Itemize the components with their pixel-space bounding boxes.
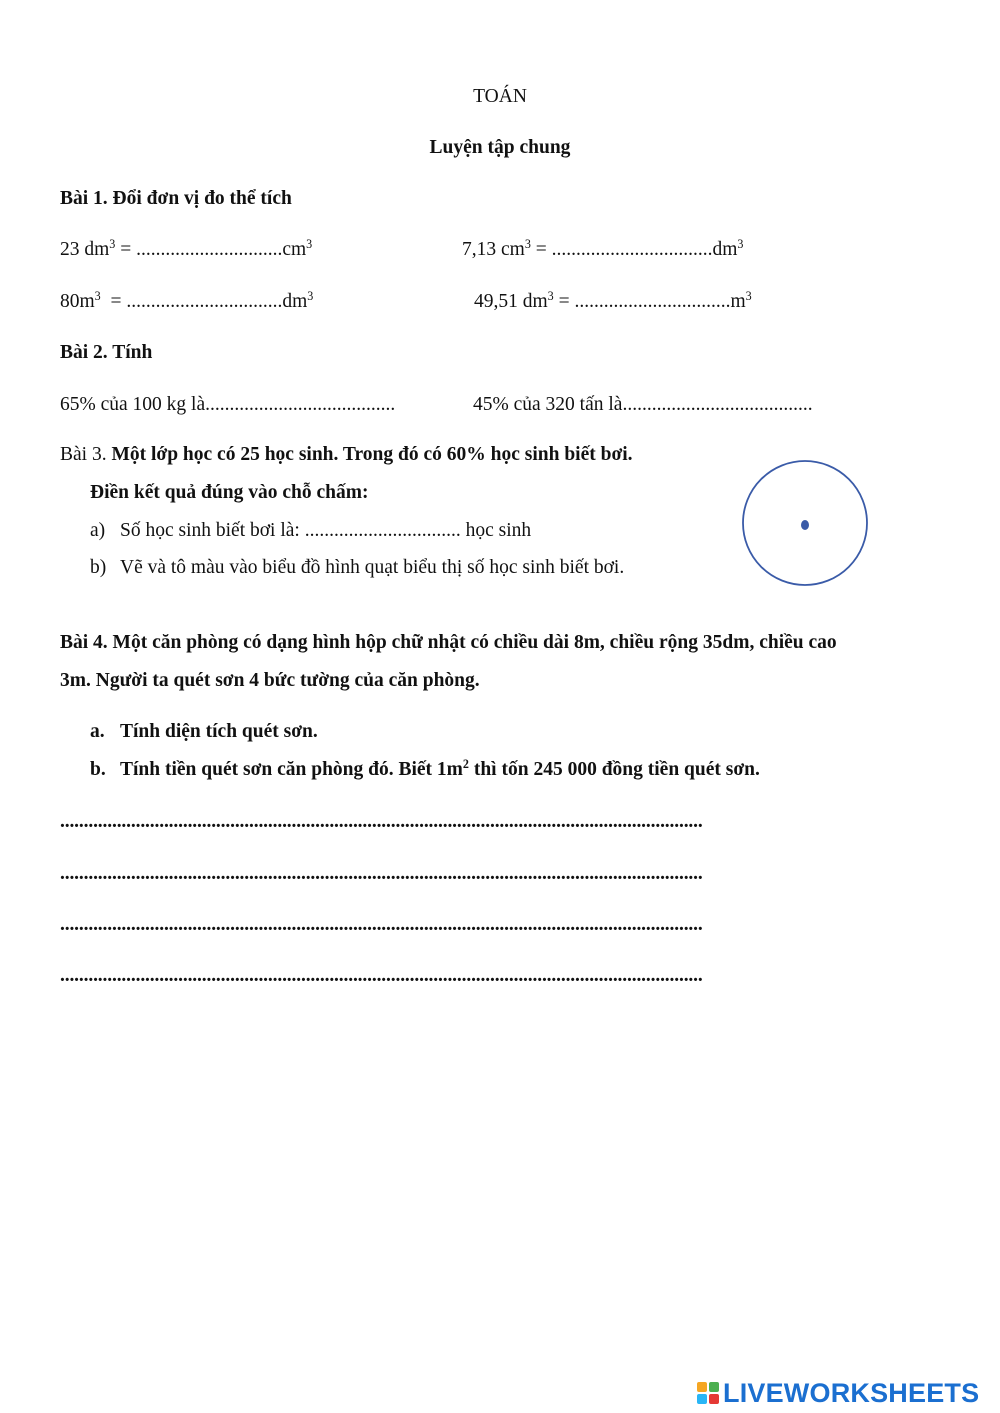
subject-title: TOÁN [473,86,527,107]
exercise-2-heading: Bài 2. Tính [60,342,153,363]
conversion-1: 23 $dm^3 = ..............................cm^3$ [60,236,313,260]
answer-line[interactable]: ........................................................................................................................................ [60,863,703,884]
liveworksheets-logo[interactable] [697,1378,979,1408]
logo-square [697,1382,707,1392]
logo-text: LIVEWORKSHEETS [723,1377,980,1408]
fill-blank[interactable]: ................................ [126,291,283,312]
percent-question-1[interactable]: 65% của 100 kg là....................................... [60,394,396,415]
logo-square [709,1394,719,1404]
fill-blank[interactable]: ................................. [551,239,713,260]
exercise-1-heading: Bài 1. Đổi đơn vị đo thể tích [60,188,292,209]
conversion-2: 7,13 $cm^3 = .................................dm^3$ [462,236,744,260]
answer-line[interactable]: ........................................................................................................................................ [60,965,703,986]
answer-line[interactable]: ........................................................................................................................................ [60,914,703,935]
logo-square [709,1382,719,1392]
logo-squares-icon [697,1382,719,1404]
percent-question-2[interactable]: 45% của 320 tấn là....................................... [473,394,813,415]
exercise-4-line-2: 3m. Người ta quét sơn 4 bức tường của căn phòng. [60,670,480,691]
conversion-4: 49,51 $dm^3 = ................................m^3$ [474,288,752,312]
lesson-title: Luyện tập chung [429,137,571,158]
fill-blank[interactable]: ................................ [574,291,731,312]
exercise-4-part-a: a. Tính diện tích quét sơn. [90,721,318,742]
answer-line[interactable]: ........................................................................................................................................ [60,811,703,832]
fill-blank[interactable]: .............................. [136,239,283,260]
exercise-3-instruction: Điền kết quả đúng vào chỗ chấm: [90,482,369,503]
exercise-3-statement: Bài 3. Một lớp học có 25 học sinh. Trong đó có 60% học sinh biết bơi. [60,444,633,465]
exercise-3-part-b: b) Vẽ và tô màu vào biểu đồ hình quạt biểu thị số học sinh biết bơi. [90,557,625,578]
circle-center-dot [801,520,809,530]
exercise-3-part-a: a) Số học sinh biết bơi là: ................................ học sinh [90,520,532,541]
exercise-4-line-1: Bài 4. Một căn phòng có dạng hình hộp chữ nhật có chiều dài 8m, chiều rộng 35dm, chiều cao [60,632,837,653]
conversion-3: $80m^3 = ................................dm^3$ [60,288,314,312]
swimmers-count-blank[interactable]: Số học sinh biết bơi là: ................................ học sinh [120,520,532,541]
exercise-4-part-b: b. Tính tiền quét sơn căn phòng đó. Biết $1m^2$ thì tốn 245 000 đồng tiền quét sơn. [90,756,760,780]
pie-chart-circle[interactable] [738,456,872,590]
logo-square [697,1394,707,1404]
